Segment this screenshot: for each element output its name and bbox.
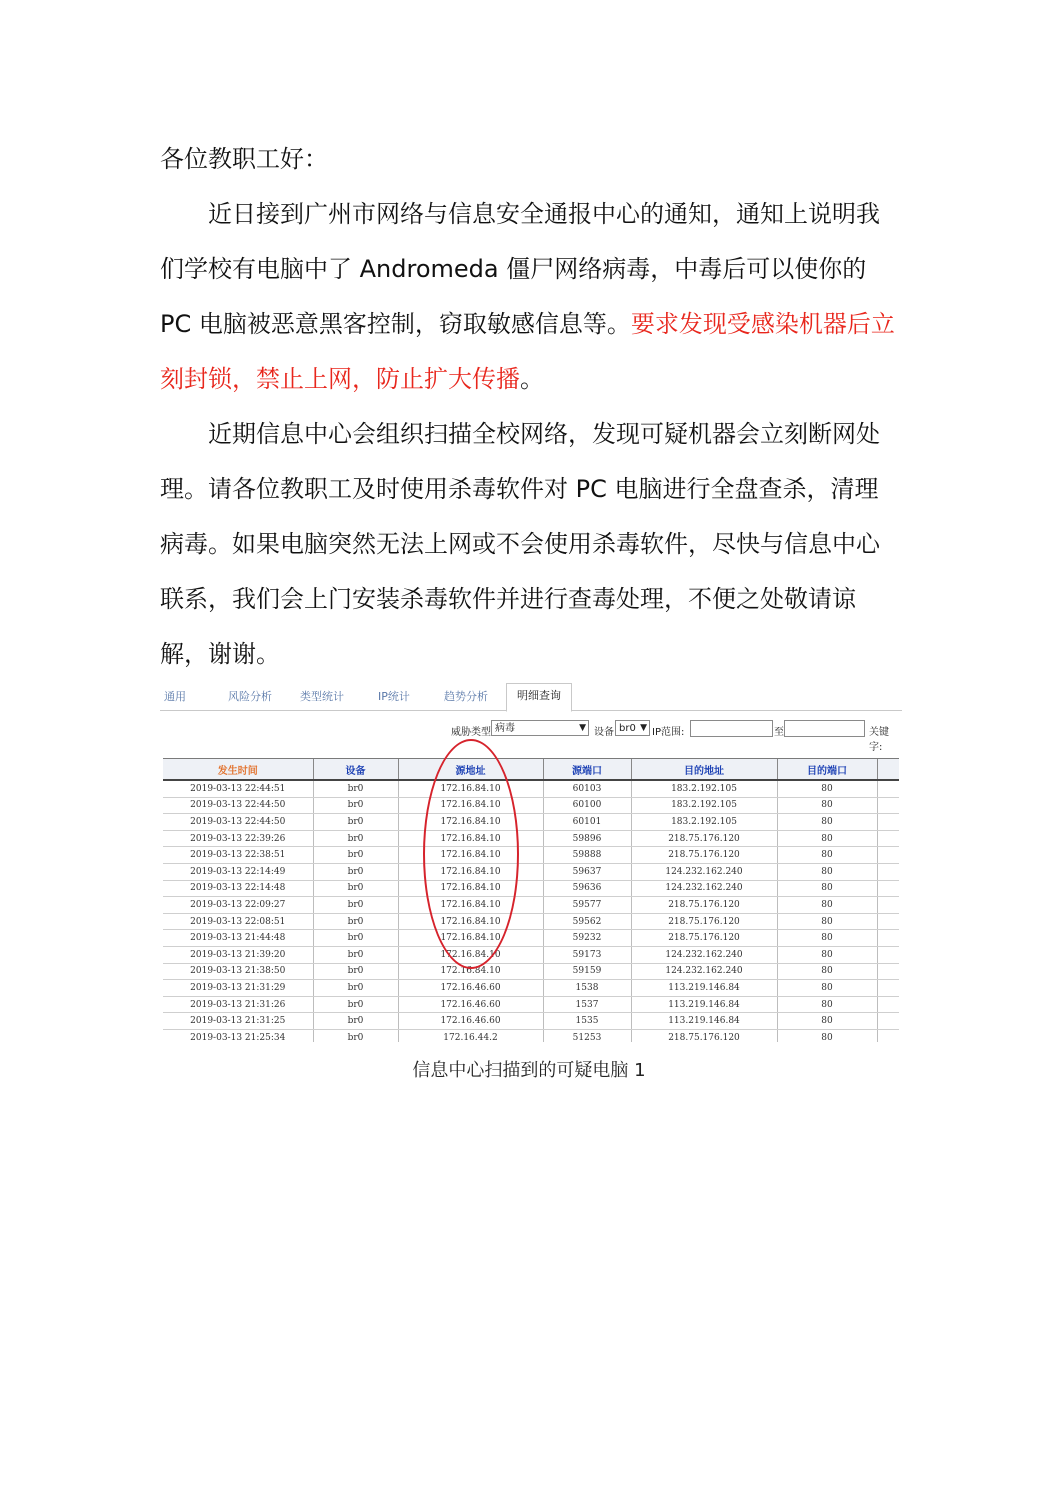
column-header-device[interactable]: 设备 xyxy=(313,759,398,781)
cell-destination-address: 124.232.162.240 xyxy=(631,880,777,897)
cell-time: 2019-03-13 22:09:27 xyxy=(163,897,313,914)
cell-destination-address: 124.232.162.240 xyxy=(631,946,777,963)
cell-source-port: 59232 xyxy=(543,930,631,947)
cell-device: br0 xyxy=(313,963,398,980)
cell-source-port: 59173 xyxy=(543,946,631,963)
threat-type-select[interactable] xyxy=(491,720,589,736)
paragraph-1-end: 。 xyxy=(520,365,544,393)
paragraph-1-text: 近日接到广州市网络与信息安全通报中心的通知，通知上说明我们学校有电脑中了 Andromeda 僵尸网络病毒，中毒后可以使你的 PC 电脑被恶意黑客控制，窃取敏感信息等。 xyxy=(160,200,880,338)
cell-destination-port: 80 xyxy=(777,814,877,831)
device-select[interactable] xyxy=(615,720,650,736)
paragraph-2: 近期信息中心会组织扫描全校网络，发现可疑机器会立刻断网处理。请各位教职工及时使用杀毒软件对 PC 电脑进行全盘查杀，清理病毒。如果电脑突然无法上网或不会使用杀毒软件，尽快与信息中心联系，我们会上门安装杀毒软件并进行查毒处理，不便之处敬请谅解，谢谢。 xyxy=(160,420,880,668)
cell-destination-port: 80 xyxy=(777,830,877,847)
cell-device: br0 xyxy=(313,930,398,947)
cell-destination-port: 80 xyxy=(777,1029,877,1042)
cell-extra xyxy=(877,847,899,864)
column-header-destination-address[interactable]: 目的地址 xyxy=(631,759,777,781)
cell-destination-address: 183.2.192.105 xyxy=(631,780,777,797)
tab-ip-stats[interactable]: IP统计 xyxy=(378,690,410,703)
cell-source-address: 172.16.84.10 xyxy=(398,830,543,847)
cell-destination-address: 218.75.176.120 xyxy=(631,897,777,914)
tab-type-stats[interactable]: 类型统计 xyxy=(300,690,344,703)
cell-time: 2019-03-13 21:31:26 xyxy=(163,996,313,1013)
cell-source-address: 172.16.84.10 xyxy=(398,797,543,814)
cell-source-address: 172.16.84.10 xyxy=(398,963,543,980)
table-row[interactable] xyxy=(163,946,899,963)
cell-destination-address: 183.2.192.105 xyxy=(631,797,777,814)
cell-source-port: 59637 xyxy=(543,863,631,880)
cell-source-port: 59159 xyxy=(543,963,631,980)
table-row[interactable] xyxy=(163,863,899,880)
cell-source-port: 60100 xyxy=(543,797,631,814)
cell-destination-address: 113.219.146.84 xyxy=(631,1013,777,1030)
cell-destination-port: 80 xyxy=(777,980,877,997)
cell-destination-address: 124.232.162.240 xyxy=(631,863,777,880)
tab-detail-query[interactable]: 明细查询 xyxy=(506,683,572,712)
cell-time: 2019-03-13 21:31:29 xyxy=(163,980,313,997)
tab-general[interactable]: 通用 xyxy=(164,690,186,703)
cell-time: 2019-03-13 21:44:48 xyxy=(163,930,313,947)
cell-extra xyxy=(877,946,899,963)
cell-source-address: 172.16.84.10 xyxy=(398,814,543,831)
cell-destination-address: 113.219.146.84 xyxy=(631,980,777,997)
cell-device: br0 xyxy=(313,797,398,814)
greeting: 各位教职工好： xyxy=(160,145,328,173)
cell-destination-port: 80 xyxy=(777,880,877,897)
cell-time: 2019-03-13 22:08:51 xyxy=(163,913,313,930)
cell-source-port: 59888 xyxy=(543,847,631,864)
cell-extra xyxy=(877,980,899,997)
ip-range-start-input[interactable] xyxy=(690,720,773,737)
cell-extra xyxy=(877,963,899,980)
cell-device: br0 xyxy=(313,946,398,963)
detail-table xyxy=(163,758,899,1042)
threat-type-label: 威胁类型 xyxy=(451,727,491,738)
table-row[interactable] xyxy=(163,963,899,980)
column-header-extra xyxy=(877,759,899,781)
cell-source-port: 60103 xyxy=(543,780,631,797)
cell-destination-port: 80 xyxy=(777,930,877,947)
cell-extra xyxy=(877,913,899,930)
table-header-row xyxy=(163,759,899,781)
cell-time: 2019-03-13 22:39:26 xyxy=(163,830,313,847)
cell-source-port: 1535 xyxy=(543,1013,631,1030)
cell-source-port: 1537 xyxy=(543,996,631,1013)
table-row[interactable] xyxy=(163,814,899,831)
table-row[interactable] xyxy=(163,996,899,1013)
cell-time: 2019-03-13 22:44:50 xyxy=(163,814,313,831)
column-header-source-port[interactable]: 源端口 xyxy=(543,759,631,781)
cell-device: br0 xyxy=(313,780,398,797)
cell-source-address: 172.16.84.10 xyxy=(398,847,543,864)
cell-destination-port: 80 xyxy=(777,780,877,797)
cell-destination-port: 80 xyxy=(777,913,877,930)
table-row[interactable] xyxy=(163,1029,899,1042)
table-row[interactable] xyxy=(163,980,899,997)
cell-source-address: 172.16.84.10 xyxy=(398,930,543,947)
filter-bar xyxy=(160,718,902,753)
cell-time: 2019-03-13 21:39:20 xyxy=(163,946,313,963)
cell-destination-port: 80 xyxy=(777,847,877,864)
cell-time: 2019-03-13 22:44:50 xyxy=(163,797,313,814)
cell-source-address: 172.16.84.10 xyxy=(398,780,543,797)
cell-destination-address: 183.2.192.105 xyxy=(631,814,777,831)
notice-body xyxy=(160,132,900,682)
cell-time: 2019-03-13 22:14:48 xyxy=(163,880,313,897)
cell-destination-address: 218.75.176.120 xyxy=(631,830,777,847)
cell-time: 2019-03-13 22:44:51 xyxy=(163,780,313,797)
ip-range-label: IP范围: xyxy=(652,727,685,738)
cell-device: br0 xyxy=(313,880,398,897)
cell-extra xyxy=(877,880,899,897)
cell-extra xyxy=(877,863,899,880)
cell-device: br0 xyxy=(313,830,398,847)
cell-source-address: 172.16.84.10 xyxy=(398,863,543,880)
table-body xyxy=(163,780,899,1042)
cell-source-port: 59577 xyxy=(543,897,631,914)
tab-risk-analysis[interactable]: 风险分析 xyxy=(228,690,272,703)
cell-device: br0 xyxy=(313,996,398,1013)
cell-device: br0 xyxy=(313,897,398,914)
cell-source-address: 172.16.84.10 xyxy=(398,946,543,963)
column-header-time[interactable]: 发生时间 xyxy=(163,759,313,781)
cell-source-address: 172.16.44.2 xyxy=(398,1029,543,1042)
table-row[interactable] xyxy=(163,930,899,947)
paragraph-1-highlight: 要求发现受感染机器后立刻封锁，禁止上网，防止扩大传播 xyxy=(160,310,895,393)
cell-device: br0 xyxy=(313,847,398,864)
cell-time: 2019-03-13 21:38:50 xyxy=(163,963,313,980)
cell-device: br0 xyxy=(313,1013,398,1030)
cell-device: br0 xyxy=(313,863,398,880)
cell-destination-address: 218.75.176.120 xyxy=(631,1029,777,1042)
column-header-destination-port[interactable]: 目的端口 xyxy=(777,759,877,781)
cell-source-address: 172.16.46.60 xyxy=(398,996,543,1013)
cell-extra xyxy=(877,1029,899,1042)
threat-type-value: 病毒 xyxy=(495,723,515,734)
cell-destination-port: 80 xyxy=(777,863,877,880)
table-row[interactable] xyxy=(163,913,899,930)
cell-destination-port: 80 xyxy=(777,797,877,814)
cell-source-port: 60101 xyxy=(543,814,631,831)
table-row[interactable] xyxy=(163,897,899,914)
device-value: br0 xyxy=(619,723,636,734)
cell-destination-address: 113.219.146.84 xyxy=(631,996,777,1013)
cell-extra xyxy=(877,930,899,947)
cell-extra xyxy=(877,797,899,814)
keyword-label: 关键字: xyxy=(869,727,889,753)
cell-device: br0 xyxy=(313,1029,398,1042)
figure-caption: 信息中心扫描到的可疑电脑 1 xyxy=(412,1060,646,1081)
chevron-down-icon: ▼ xyxy=(579,723,586,733)
cell-extra xyxy=(877,830,899,847)
chevron-down-icon: ▼ xyxy=(640,723,647,733)
cell-source-address: 172.16.84.10 xyxy=(398,880,543,897)
cell-source-port: 59562 xyxy=(543,913,631,930)
table-row[interactable] xyxy=(163,797,899,814)
cell-destination-port: 80 xyxy=(777,1013,877,1030)
cell-source-address: 172.16.46.60 xyxy=(398,980,543,997)
cell-destination-port: 80 xyxy=(777,963,877,980)
cell-device: br0 xyxy=(313,814,398,831)
cell-source-port: 51253 xyxy=(543,1029,631,1042)
table-row[interactable] xyxy=(163,830,899,847)
table-row[interactable] xyxy=(163,880,899,897)
cell-time: 2019-03-13 21:31:25 xyxy=(163,1013,313,1030)
ip-range-end-input[interactable] xyxy=(784,720,865,737)
table-row[interactable] xyxy=(163,847,899,864)
cell-source-address: 172.16.84.10 xyxy=(398,897,543,914)
cell-time: 2019-03-13 22:14:49 xyxy=(163,863,313,880)
cell-source-port: 59636 xyxy=(543,880,631,897)
cell-extra xyxy=(877,1013,899,1030)
cell-source-address: 172.16.84.10 xyxy=(398,913,543,930)
table-row[interactable] xyxy=(163,1013,899,1030)
tab-trend-analysis[interactable]: 趋势分析 xyxy=(444,690,488,703)
cell-time: 2019-03-13 21:25:34 xyxy=(163,1029,313,1042)
cell-source-port: 59896 xyxy=(543,830,631,847)
cell-destination-address: 218.75.176.120 xyxy=(631,847,777,864)
cell-extra xyxy=(877,814,899,831)
cell-device: br0 xyxy=(313,980,398,997)
cell-destination-address: 218.75.176.120 xyxy=(631,930,777,947)
ip-range-to-label: 至 xyxy=(774,727,784,738)
cell-extra xyxy=(877,897,899,914)
cell-device: br0 xyxy=(313,913,398,930)
cell-destination-address: 124.232.162.240 xyxy=(631,963,777,980)
cell-time: 2019-03-13 22:38:51 xyxy=(163,847,313,864)
cell-destination-address: 218.75.176.120 xyxy=(631,913,777,930)
scan-result-screenshot xyxy=(160,682,902,1042)
device-label: 设备 xyxy=(594,727,614,738)
cell-extra xyxy=(877,780,899,797)
paragraph-1 xyxy=(160,187,900,407)
cell-extra xyxy=(877,996,899,1013)
tab-bar xyxy=(160,682,902,711)
cell-source-address: 172.16.46.60 xyxy=(398,1013,543,1030)
table-row[interactable] xyxy=(163,780,899,797)
column-header-source-address[interactable]: 源地址 xyxy=(398,759,543,781)
cell-destination-port: 80 xyxy=(777,897,877,914)
cell-destination-port: 80 xyxy=(777,996,877,1013)
cell-source-port: 1538 xyxy=(543,980,631,997)
cell-destination-port: 80 xyxy=(777,946,877,963)
